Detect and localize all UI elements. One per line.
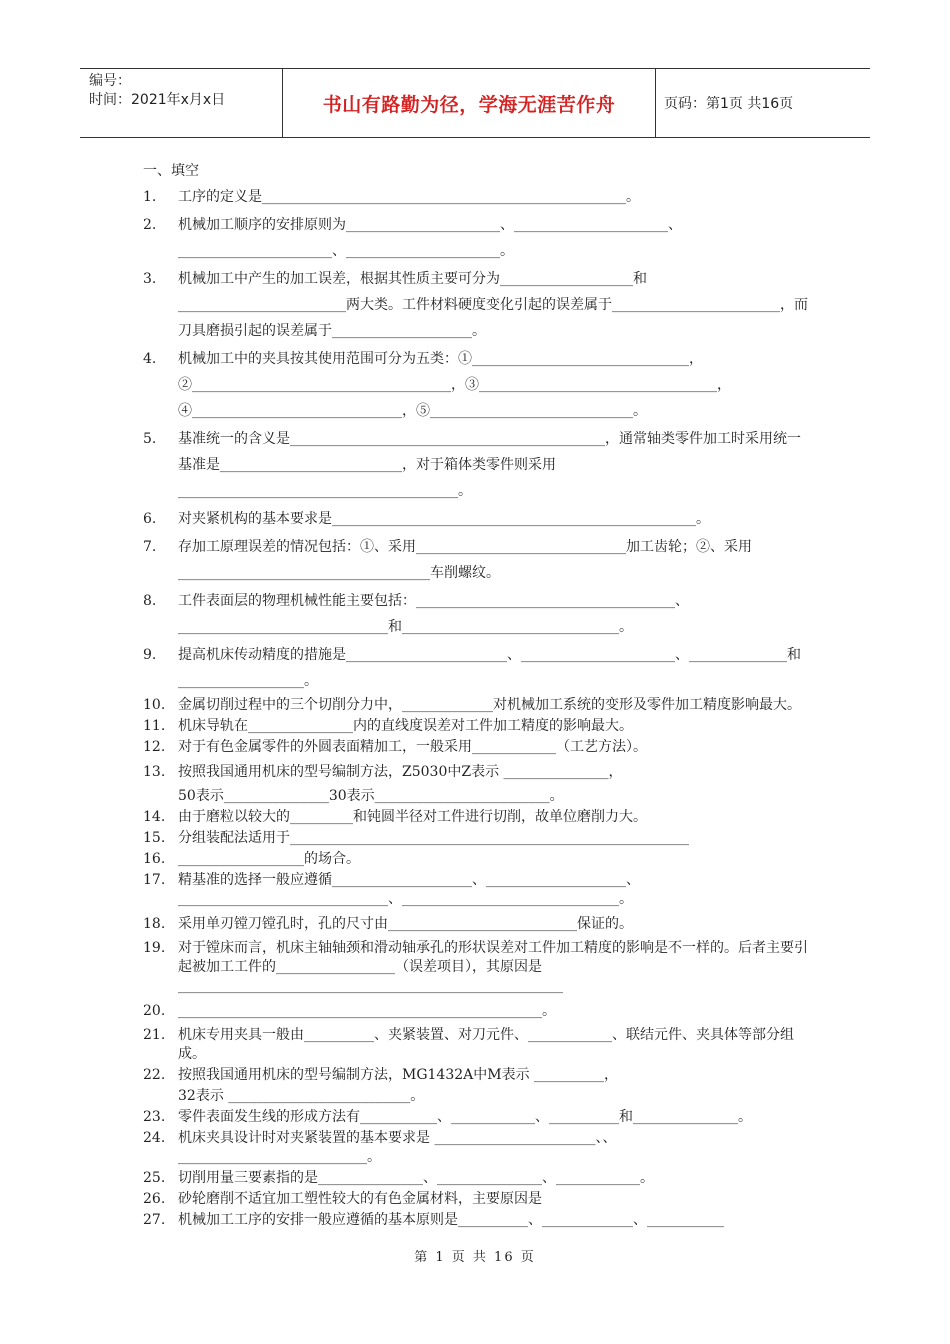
question-number: 1. bbox=[143, 189, 157, 205]
question-text: 机械加工中的夹具按其使用范围可分为五类：①_______________________________，②_____________________________________，③__________________________________，④______________________________，⑤_____________________________。 bbox=[178, 351, 731, 419]
question-item bbox=[143, 266, 808, 344]
question-item bbox=[143, 346, 808, 424]
document-body bbox=[143, 158, 808, 1230]
question-item bbox=[143, 1066, 808, 1085]
header-left-cell bbox=[80, 69, 283, 137]
question-item bbox=[143, 911, 808, 937]
question-text: 采用单刃镗刀镗孔时，孔的尺寸由___________________________保证的。 bbox=[178, 916, 633, 932]
question-text: 分组装配法适用于_________________________________________________________ bbox=[178, 830, 689, 846]
question-text: 32表示 __________________________。 bbox=[178, 1088, 425, 1104]
question-number: 13. bbox=[143, 764, 166, 780]
question-number: 2. bbox=[143, 217, 157, 233]
question-number: 12. bbox=[143, 739, 166, 755]
question-number: 23. bbox=[143, 1109, 166, 1125]
question-number: 25. bbox=[143, 1170, 166, 1186]
question-text: 机械加工顺序的安排原则为______________________、______________________、______________________、______________________。 bbox=[178, 217, 682, 259]
motto: 书山有路勤为径，学海无涯苦作舟 bbox=[283, 69, 656, 137]
question-number: 5. bbox=[143, 431, 157, 447]
question-text: 提高机床传动精度的措施是_______________________、______________________、______________和__________________。 bbox=[178, 647, 801, 689]
page-info: 页码：第1页 共16页 bbox=[664, 96, 794, 112]
question-item bbox=[143, 759, 808, 785]
question-item bbox=[143, 1169, 808, 1188]
question-text: 机床专用夹具一般由__________、夹紧装置、对刀元件、____________、联结元件、夹具体等部分组成。 bbox=[178, 1027, 794, 1062]
question-item bbox=[143, 717, 808, 736]
page-footer: 第 1 页 共 16 页 bbox=[414, 1250, 536, 1265]
question-number: 10. bbox=[143, 697, 166, 713]
question-item bbox=[143, 506, 808, 532]
question-item bbox=[143, 1190, 808, 1209]
question-list bbox=[143, 184, 808, 1230]
question-number: 4. bbox=[143, 351, 157, 367]
question-text: 存加工原理误差的情况包括：①、采用______________________________加工齿轮；②、采用____________________________________车削螺纹。 bbox=[178, 539, 752, 581]
question-item bbox=[143, 1026, 808, 1064]
question-item bbox=[143, 1087, 808, 1106]
question-item bbox=[143, 1108, 808, 1127]
question-text: 机床夹具设计时对夹紧装置的基本要求是 _______________________、、___________________________。 bbox=[178, 1130, 617, 1165]
question-number: 16. bbox=[143, 851, 166, 867]
question-item bbox=[143, 939, 808, 996]
question-number: 26. bbox=[143, 1191, 166, 1207]
question-number: 15. bbox=[143, 830, 166, 846]
question-number: 19. bbox=[143, 940, 166, 956]
question-number: 6. bbox=[143, 511, 157, 527]
question-item bbox=[143, 696, 808, 715]
question-item bbox=[143, 808, 808, 827]
number-label: 编号： bbox=[89, 73, 131, 89]
question-text: 机械加工工序的安排一般应遵循的基本原则是__________、_____________、___________ bbox=[178, 1212, 724, 1228]
question-item bbox=[143, 738, 808, 757]
question-item bbox=[143, 1129, 808, 1167]
page-header bbox=[80, 68, 870, 138]
question-number: 17. bbox=[143, 872, 166, 888]
question-number: 27. bbox=[143, 1212, 166, 1228]
question-number: 3. bbox=[143, 271, 157, 287]
question-number: 20. bbox=[143, 1003, 166, 1019]
question-number: 21. bbox=[143, 1027, 166, 1043]
question-item bbox=[143, 787, 808, 806]
question-item bbox=[143, 426, 808, 504]
question-number: 7. bbox=[143, 539, 157, 555]
question-number: 9. bbox=[143, 647, 157, 663]
question-text: 基准统一的含义是_____________________________________________，通常轴类零件加工时采用统一基准是__________________________，对于箱体类零件则采用________________________________________。 bbox=[178, 431, 801, 499]
question-item bbox=[143, 588, 808, 640]
question-item bbox=[143, 212, 808, 264]
question-text: ____________________________________________________。 bbox=[178, 1003, 556, 1019]
question-item bbox=[143, 534, 808, 586]
question-number: 8. bbox=[143, 593, 157, 609]
question-text: 按照我国通用机床的型号编制方法，MG1432A中M表示 __________， bbox=[178, 1067, 619, 1083]
question-item bbox=[143, 184, 808, 210]
question-item bbox=[143, 871, 808, 909]
question-number: 11. bbox=[143, 718, 166, 734]
question-text: 工件表面层的物理机械性能主要包括：_____________________________________、______________________________和_______________________________。 bbox=[178, 593, 689, 635]
question-text: __________________的场合。 bbox=[178, 851, 360, 867]
question-text: 机械加工中产生的加工误差，根据其性质主要可分为___________________和________________________两大类。工件材料硬度变化引起的误差属于________________________，而刀具磨损引起的误差属于____________________。 bbox=[178, 271, 808, 339]
question-text: 对于镗床而言，机床主轴轴颈和滑动轴承孔的形状误差对工件加工精度的影响是不一样的。后者主要引起被加工工件的_________________（误差项目），其原因是_______________________________________________________ bbox=[178, 940, 808, 994]
question-text: 由于磨粒以较大的_________和钝圆半径对工件进行切削，故单位磨削力大。 bbox=[178, 809, 647, 825]
question-item bbox=[143, 1211, 808, 1230]
section-title: 一、填空 bbox=[143, 163, 199, 179]
question-number: 24. bbox=[143, 1130, 166, 1146]
question-text: 零件表面发生线的形成方法有___________、____________、__________和_______________。 bbox=[178, 1109, 752, 1125]
question-number: 14. bbox=[143, 809, 166, 825]
question-text: 按照我国通用机床的型号编制方法，Z5030中Z表示 _______________， bbox=[178, 764, 623, 780]
question-item bbox=[143, 642, 808, 694]
date-label: 时间：2021年x月x日 bbox=[89, 92, 226, 108]
question-text: 对于有色金属零件的外圆表面精加工，一般采用____________（工艺方法）。 bbox=[178, 739, 647, 755]
question-number: 22. bbox=[143, 1067, 166, 1083]
question-text: 切削用量三要素指的是_______________、_______________、____________。 bbox=[178, 1170, 654, 1186]
question-text: 工序的定义是____________________________________________________。 bbox=[178, 189, 640, 205]
question-text: 精基准的选择一般应遵循____________________、____________________、______________________________、_______________________________。 bbox=[178, 872, 640, 907]
question-item bbox=[143, 829, 808, 848]
question-text: 对夹紧机构的基本要求是____________________________________________________。 bbox=[178, 511, 710, 527]
question-text: 金属切削过程中的三个切削分力中，_____________对机械加工系统的变形及零件加工精度影响最大。 bbox=[178, 697, 801, 713]
question-text: 砂轮磨削不适宜加工塑性较大的有色金属材料，主要原因是 bbox=[178, 1191, 542, 1207]
question-text: 50表示_______________30表示_________________________。 bbox=[178, 788, 564, 804]
question-number: 18. bbox=[143, 916, 166, 932]
question-item bbox=[143, 850, 808, 869]
question-item bbox=[143, 998, 808, 1024]
question-text: 机床导轨在_______________内的直线度误差对工件加工精度的影响最大。 bbox=[178, 718, 633, 734]
